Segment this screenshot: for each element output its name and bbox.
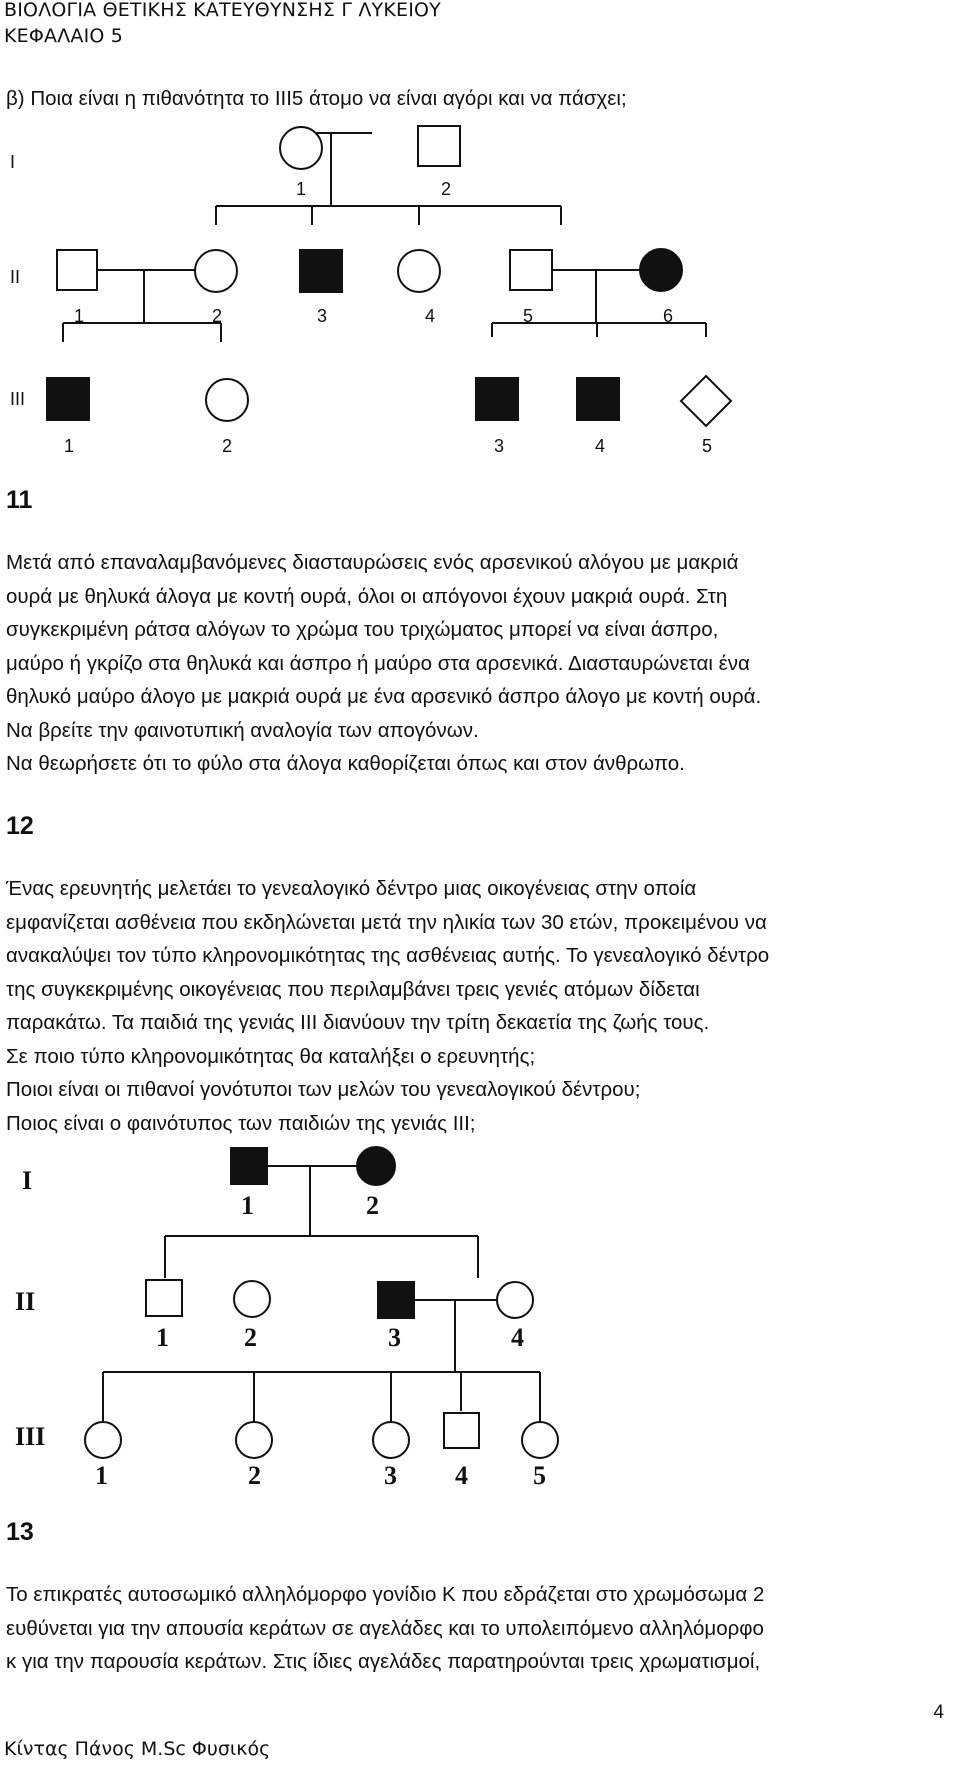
text-line: Μετά από επαναλαμβανόμενες διασταυρώσεις ενός αρσενικού αλόγου με μακριά xyxy=(6,551,739,574)
male-unaffected-I2 xyxy=(418,126,460,166)
male-affected-III3 xyxy=(476,378,518,420)
id-label: 4 xyxy=(595,436,606,456)
pedigree-chart-1 xyxy=(0,100,960,460)
id-label: 6 xyxy=(663,306,674,326)
id-label: 2 xyxy=(222,436,233,456)
female-unaffected-III3 xyxy=(373,1422,409,1458)
id-label: 1 xyxy=(241,1191,254,1220)
text-line: Να βρείτε την φαινοτυπική αναλογία των απογόνων. xyxy=(6,718,479,742)
text-line: θηλυκό μαύρο άλογο με μακριά ουρά με ένα αρσενικό άσπρο άλογο με κοντή ουρά. xyxy=(6,685,762,708)
id-label: 3 xyxy=(494,436,505,456)
id-label: 2 xyxy=(248,1461,261,1490)
id-label: 4 xyxy=(511,1323,524,1352)
female-unaffected-I1 xyxy=(280,127,322,169)
female-unaffected-III1 xyxy=(85,1422,121,1458)
male-affected-II3 xyxy=(378,1282,414,1318)
text-line: Να θεωρήσετε ότι το φύλο στα άλογα καθορίζεται όπως και στον άνθρωπο. xyxy=(6,752,685,775)
male-affected-III1 xyxy=(47,378,89,420)
female-unaffected-II4 xyxy=(398,250,440,292)
generation-label-III: III xyxy=(15,1422,46,1451)
male-affected-I1 xyxy=(231,1148,267,1184)
id-label: 5 xyxy=(702,436,713,456)
generation-label-I: I xyxy=(10,152,16,172)
female-unaffected-II2 xyxy=(234,1281,270,1317)
generation-label-I: I xyxy=(22,1166,33,1195)
id-label: 5 xyxy=(523,306,534,326)
id-label: 1 xyxy=(156,1323,169,1352)
id-label: 2 xyxy=(441,179,452,199)
id-label: 3 xyxy=(384,1461,397,1490)
problem-12-text xyxy=(6,872,769,1140)
problem-13-text xyxy=(6,1578,764,1679)
id-label: 2 xyxy=(212,306,223,326)
female-affected-II6 xyxy=(640,249,682,291)
female-affected-I2 xyxy=(357,1147,395,1185)
id-label: 1 xyxy=(296,179,307,199)
id-label: 1 xyxy=(95,1461,108,1490)
id-label: 5 xyxy=(533,1461,546,1490)
male-unaffected-II1 xyxy=(57,250,97,290)
text-line: μαύρο ή γκρίζο στα θηλυκά και άσπρο ή μαύρο στα αρσενικά. Διασταυρώνεται ένα xyxy=(6,651,750,675)
female-unaffected-III2 xyxy=(206,379,248,421)
footer-author: Κίντας Πάνος M.Sc Φυσικός xyxy=(4,1738,271,1760)
text-line: Ποιος είναι ο φαινότυπος των παιδιών της γενιάς ΙΙΙ; xyxy=(6,1111,476,1135)
text-line: Ένας ερευνητής μελετάει το γενεαλογικό δέντρο μιας οικογένειας στην οποία xyxy=(6,877,697,900)
chapter-title: ΚΕΦΑΛΑΙΟ 5 xyxy=(4,25,124,47)
male-unaffected-II5 xyxy=(510,250,552,290)
text-line: παρακάτω. Τα παιδιά της γενιάς ΙΙΙ διανύουν την τρίτη δεκαετία της ζωής τους. xyxy=(6,1011,710,1034)
text-line: ευθύνεται για την απουσία κεράτων σε αγελάδες και το υπολειπόμενο αλληλόμορφο xyxy=(6,1616,764,1640)
generation-label-II: II xyxy=(15,1287,36,1316)
id-label: 4 xyxy=(455,1461,468,1490)
male-unaffected-II1 xyxy=(146,1280,182,1316)
problem-number-11: 11 xyxy=(6,486,33,514)
male-affected-III4 xyxy=(577,378,619,420)
id-label: 1 xyxy=(74,306,85,326)
unknown-sex-III5 xyxy=(681,376,731,426)
id-label: 3 xyxy=(317,306,328,326)
generation-label-III: III xyxy=(10,389,26,409)
text-line: συγκεκριμένη ράτσα αλόγων το χρώμα του τριχώματος μπορεί να είναι άσπρο, xyxy=(6,618,719,641)
text-line: ανακαλύψει τον τύπο κληρονομικότητας της ασθένειας αυτής. Το γενεαλογικό δέντρο xyxy=(6,944,770,967)
id-label: 2 xyxy=(244,1323,257,1352)
female-unaffected-II2 xyxy=(195,250,237,292)
id-label: 1 xyxy=(64,436,75,456)
problem-number-13: 13 xyxy=(6,1518,34,1546)
problem-11-text xyxy=(6,546,761,781)
text-line: της συγκεκριμένης οικογένειας που περιλαμβάνει τρεις γενιές ατόμων δίδεται xyxy=(6,977,700,1001)
id-label: 3 xyxy=(388,1323,401,1352)
id-label: 4 xyxy=(425,306,436,326)
question-b: β) Ποια είναι η πιθανότητα το ΙΙΙ5 άτομο να είναι αγόρι και να πάσχει; xyxy=(6,87,627,110)
female-unaffected-III2 xyxy=(236,1422,272,1458)
text-line: εμφανίζεται ασθένεια που εκδηλώνεται μετά την ηλικία των 30 ετών, προκειμένου να xyxy=(6,910,767,934)
female-unaffected-III5 xyxy=(522,1422,558,1458)
text-line: κ για την παρουσία κεράτων. Στις ίδιες αγελάδες παρατηρούνται τρεις χρωματισμοί, xyxy=(6,1650,761,1673)
text-line: ουρά με θηλυκά άλογα με κοντή ουρά, όλοι οι απόγονοι έχουν μακριά ουρά. Στη xyxy=(6,584,728,608)
page-number: 4 xyxy=(933,1702,944,1723)
text-line: Ποιοι είναι οι πιθανοί γονότυποι των μελών του γενεαλογικού δέντρου; xyxy=(6,1078,641,1101)
female-unaffected-II4 xyxy=(497,1282,533,1318)
text-line: Το επικρατές αυτοσωμικό αλληλόμορφο γονίδιο Κ που εδράζεται στο χρωμόσωμα 2 xyxy=(6,1583,765,1606)
male-unaffected-III4 xyxy=(444,1413,479,1448)
problem-number-12: 12 xyxy=(6,812,34,840)
text-line: Σε ποιο τύπο κληρονομικότητας θα καταλήξει ο ερευνητής; xyxy=(6,1044,536,1068)
document-title: ΒΙΟΛΟΓΙΑ ΘΕΤΙΚΗΣ ΚΑΤΕΥΘΥΝΣΗΣ Γ ΛΥΚΕΙΟΥ xyxy=(4,0,441,21)
generation-label-II: II xyxy=(10,267,21,287)
id-label: 2 xyxy=(366,1191,379,1220)
pedigree-chart-2 xyxy=(0,1140,960,1490)
male-affected-II3 xyxy=(300,250,342,292)
